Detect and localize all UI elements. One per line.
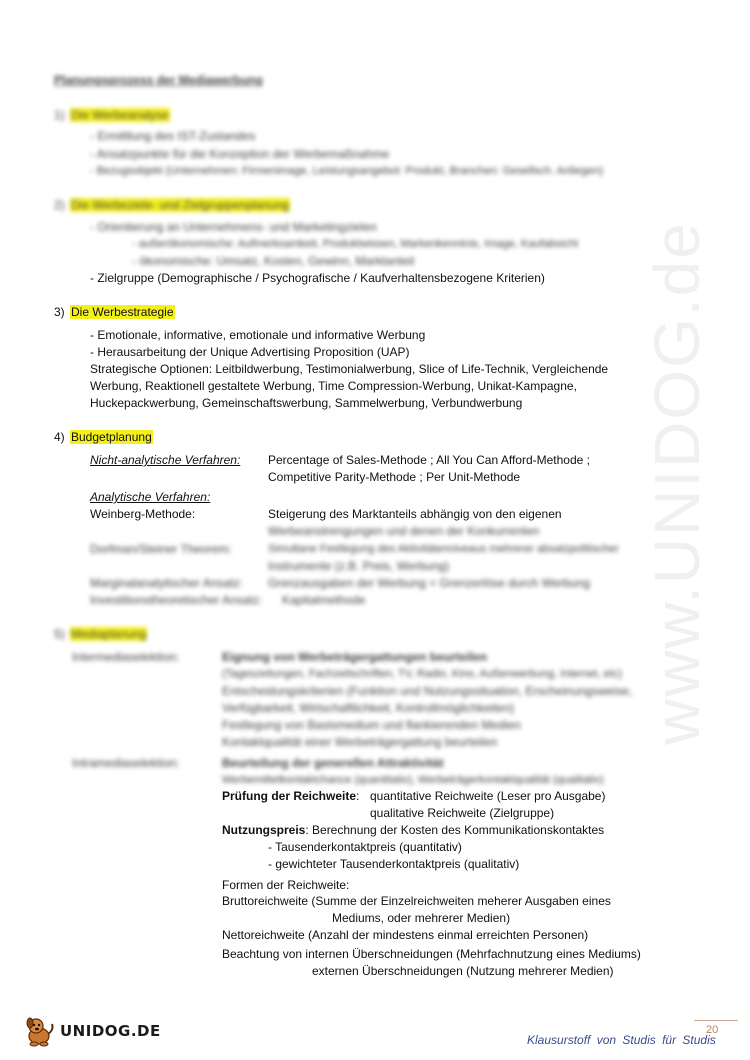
page-title: Planungsprozess der Mediawerbung [54, 73, 263, 87]
tkp-line: - gewichteter Tausenderkontaktpreis (qualitativ) [268, 857, 520, 871]
reichweite-line: qualitative Reichweite (Zielgruppe) [370, 806, 555, 820]
intermedia-line: Entscheidungskriterien (Funktion und Nutzungssituation, Erscheinungsweise, [222, 684, 633, 698]
section-2-number: 2) [54, 198, 65, 212]
section-3-heading: Die Werbestrategie [71, 305, 174, 319]
watermark: www.UNIDOG.de [641, 221, 713, 745]
nicht-analytisch-line: Percentage of Sales-Methode ; All You Can Afford-Methode ; [268, 453, 590, 467]
logo-text: UNIDOG.DE [60, 1022, 161, 1040]
section-5-heading: Mediaplanung [71, 627, 147, 641]
section-2-item: - außerökonomische: Aufmerksamkeit, Produktwissen, Markenkenntnis, Image, Kaufabsicht [132, 238, 579, 250]
section-3-line: - Emotionale, informative, emotionale und informative Werbung [90, 328, 426, 342]
reichweite-label: Prüfung der Reichweite [222, 789, 357, 803]
intramedia-line: Beurteilung der generellen Attraktivität [222, 756, 444, 770]
analytisch-label: Analytische Verfahren: [90, 490, 211, 504]
section-1-heading: Die Werbeanalyse [71, 108, 169, 122]
section-4-heading: Budgetplanung [71, 430, 152, 444]
section-3-line: Werbung, Reaktionell gestaltete Werbung, Time Compression-Werbung, Unikat-Kampagne, [90, 379, 577, 393]
intermedia-line: (Tageszeitungen, Fachzeitschriften, TV, Radio, Kino, Außenwerbung, Internet, etc) [222, 668, 622, 680]
section-2-item: - ökonomische: Umsatz, Kosten, Gewinn, Marktanteil [132, 254, 415, 268]
invest-label: Investitionstheoretischer Ansatz: [90, 593, 263, 607]
section-3-line: - Herausarbeitung der Unique Advertising Proposition (UAP) [90, 345, 410, 359]
intermedia-line: Eignung von Werbeträgergattungen beurteilen [222, 650, 488, 664]
tkp-line: - Tausenderkontaktpreis (quantitativ) [268, 840, 462, 854]
reichweite-line: quantitative Reichweite (Leser pro Ausgabe) [370, 789, 606, 803]
dog-icon [22, 1014, 62, 1048]
nutzungspreis-label: Nutzungspreis [222, 823, 306, 837]
section-4-number: 4) [54, 430, 65, 444]
section-1-number: 1) [54, 108, 65, 122]
section-5-number: 5) [54, 627, 65, 641]
intermedia-label: Intermediaselektion: [72, 650, 180, 664]
section-2-zielgruppe: - Zielgruppe (Demographische / Psychografische / Kaufverhaltensbezogene Kriterien) [90, 271, 545, 285]
section-1-item: - Ansatzpunkte für die Konzeption der Werbemaßnahme [90, 147, 390, 161]
unidog-logo [22, 1014, 162, 1048]
footer-source: Klausurstoff von Studis für Studis [527, 1033, 716, 1047]
section-2-heading: Die Werbeziele- und Zielgruppenplanung [71, 198, 289, 212]
beachtung-line: Beachtung von internen Überschneidungen (Mehrfachnutzung eines Mediums) [222, 947, 641, 961]
dorfman-line: Simultane Festlegung des Aktivitätenniveaus mehrerer absatzpolitischer [268, 543, 619, 555]
page-number: 20 [706, 1024, 719, 1036]
formen-label: Formen der Reichweite: [222, 878, 350, 892]
section-3-line: Strategische Optionen: Leitbildwerbung, Testimonialwerbung, Slice of Life-Technik, Vergleichende [90, 362, 609, 376]
beachtung-line: externen Überschneidungen (Nutzung mehrerer Medien) [312, 964, 614, 978]
intermedia-line: Festlegung von Basismedium und flankierenden Medien [222, 718, 521, 732]
invest-text: Kapitalmethode [282, 593, 366, 607]
weinberg-line: Steigerung des Marktanteils abhängig von den eigenen [268, 507, 562, 521]
weinberg-line: Werbeanstrengungen und denen der Konkurrenten [268, 524, 540, 538]
nutzungspreis-text: : Berechnung der Kosten des Kommunikationskontaktes [305, 823, 605, 837]
intermedia-line: Kontaktqualität einer Werbeträgergattung beurteilen [222, 735, 498, 749]
marginal-label: Marginalanalytischer Ansatz: [90, 576, 243, 590]
section-2-item: - Orientierung an Unternehmens- und Marketingzielen [90, 220, 377, 234]
section-3-line: Huckepackwerbung, Gemeinschaftswerbung, Sammelwerbung, Verbundwerbung [90, 396, 523, 410]
section-1-item: - Ermittlung des IST-Zustandes [90, 129, 256, 143]
intramedia-line: Werbemittelkontaktchance (quantitativ), Werbeträgerkontaktqualität (qualitativ) [222, 774, 604, 786]
nicht-analytisch-line: Competitive Parity-Methode ; Per Unit-Methode [268, 470, 521, 484]
netto-line: Nettoreichweite (Anzahl der mindestens einmal erreichten Personen) [222, 928, 589, 942]
dorfman-line: Instrumente (z.B. Preis, Werbung) [268, 559, 450, 573]
section-1-item: - Bezugsobjekt (Unternehmen: Firmenimage, Leistungsangebot: Produkt, Branchen: Gesellsch. Anliegen) [90, 165, 604, 177]
section-3-number: 3) [54, 305, 65, 319]
weinberg-label: Weinberg-Methode: [90, 507, 196, 521]
marginal-text: Grenzausgaben der Werbung = Grenzerlöse durch Werbung [268, 576, 591, 590]
brutto-line: Mediums, oder mehrerer Medien) [332, 911, 511, 925]
nicht-analytisch-label: Nicht-analytische Verfahren: [90, 453, 241, 467]
intramedia-label: Intramediaselektion: [72, 756, 180, 770]
brutto-line: Bruttoreichweite (Summe der Einzelreichweiten meherer Ausgaben eines [222, 894, 611, 908]
footer-divider [694, 1020, 738, 1021]
dorfman-label: Dorfman/Steiner Theorem: [90, 542, 232, 556]
intermedia-line: Verfügbarkeit, Wirtschaftlichkeit, Kontrollmöglichkeiten) [222, 701, 515, 715]
